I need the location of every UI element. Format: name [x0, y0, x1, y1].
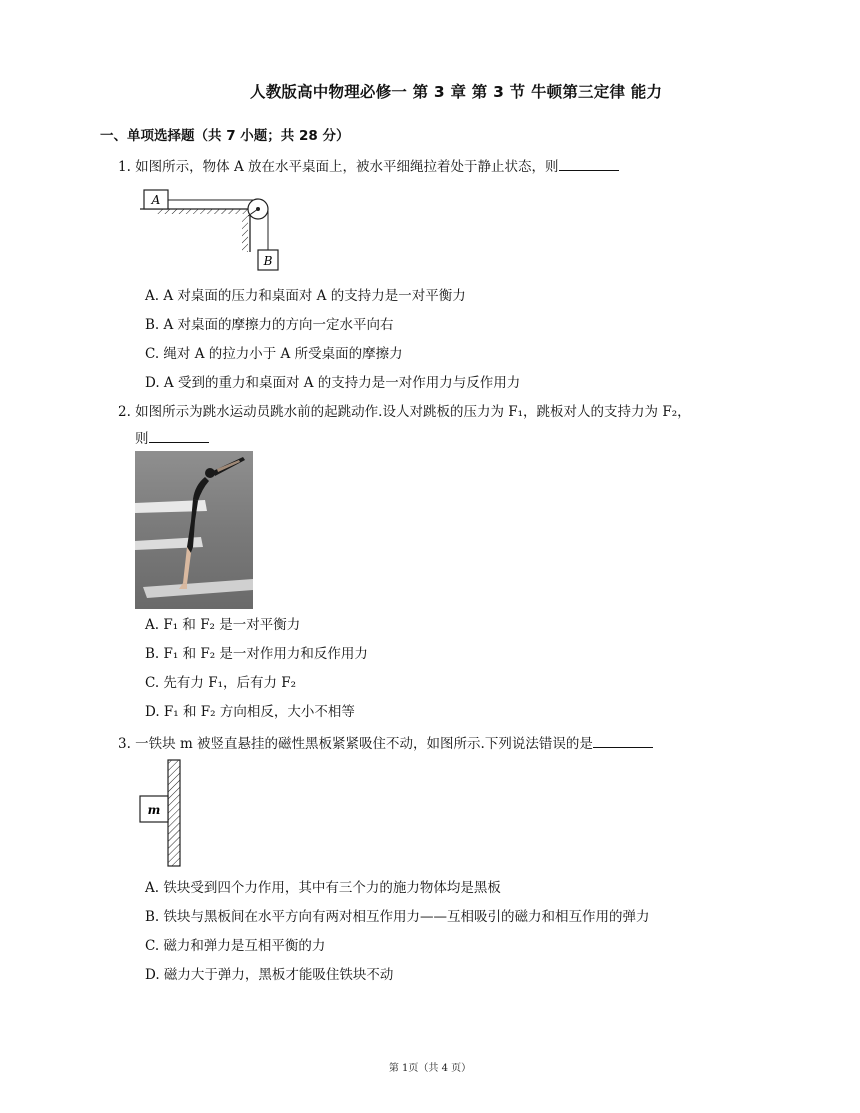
block-m-label: m: [147, 803, 161, 817]
question-2-stem-line2: [135, 428, 209, 448]
block-b-label: B: [263, 254, 273, 268]
magnet-board-diagram: [138, 758, 188, 868]
answer-blank: [559, 156, 619, 171]
question-2-option-c: C. 先有力 F₁，后有力 F₂: [145, 675, 297, 691]
pulley-diagram: [138, 184, 288, 276]
block-a-label: A: [151, 193, 161, 207]
question-3-stem: [118, 733, 653, 753]
page-title: 人教版高中物理必修一 第 3 章 第 3 节 牛顿第三定律 能力: [250, 83, 663, 101]
question-2-option-b: B. F₁ 和 F₂ 是一对作用力和反作用力: [145, 646, 368, 662]
question-1-option-a: A. A 对桌面的压力和桌面对 A 的支持力是一对平衡力: [145, 288, 466, 304]
question-3-option-d: D. 磁力大于弹力，黑板才能吸住铁块不动: [145, 967, 394, 983]
question-3-stem-text: 3. 一铁块 m 被竖直悬挂的磁性黑板紧紧吸住不动，如图所示.下列说法错误的是: [118, 736, 593, 752]
question-1-stem: [118, 156, 619, 176]
page-footer: 第 1页（共 4 页）: [388, 1063, 472, 1074]
question-3-option-a: A. 铁块受到四个力作用，其中有三个力的施力物体均是黑板: [145, 880, 501, 896]
question-1-option-b: B. A 对桌面的摩擦力的方向一定水平向右: [145, 317, 394, 333]
question-1-option-c: C. 绳对 A 的拉力小于 A 所受桌面的摩擦力: [145, 346, 403, 362]
question-2-stem-text: 则: [135, 431, 149, 447]
section-heading: 一、单项选择题（共 7 小题；共 28 分）: [100, 128, 350, 144]
question-2-stem-line1: 2. 如图所示为跳水运动员跳水前的起跳动作.设人对跳板的压力为 F₁，跳板对人的支持力为 F₂，: [118, 404, 691, 420]
question-2-option-d: D. F₁ 和 F₂ 方向相反，大小不相等: [145, 704, 355, 720]
question-3-option-b: B. 铁块与黑板间在水平方向有两对相互作用力——互相吸引的磁力和相互作用的弹力: [145, 909, 650, 925]
question-1-stem-text: 1. 如图所示，物体 A 放在水平桌面上，被水平细绳拉着处于静止状态，则: [118, 159, 559, 175]
question-3-option-c: C. 磁力和弹力是互相平衡的力: [145, 938, 326, 954]
question-1-option-d: D. A 受到的重力和桌面对 A 的支持力是一对作用力与反作用力: [145, 375, 521, 391]
answer-blank: [149, 428, 209, 443]
answer-blank: [593, 733, 653, 748]
question-2-option-a: A. F₁ 和 F₂ 是一对平衡力: [145, 617, 301, 633]
diver-photo: [135, 451, 253, 609]
